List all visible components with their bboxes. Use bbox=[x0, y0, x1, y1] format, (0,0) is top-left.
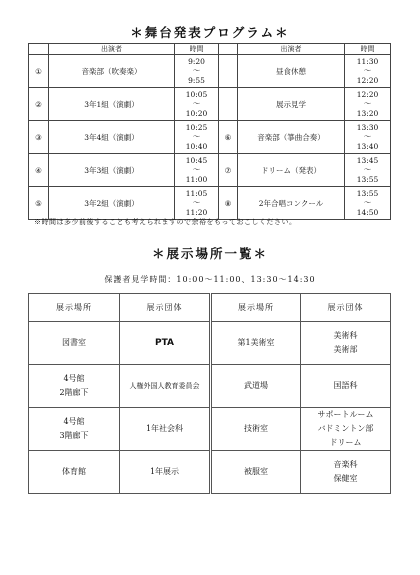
time-end: 12:20 bbox=[356, 75, 379, 85]
program-performer: 昼食休憩 bbox=[238, 55, 345, 88]
header-time-left: 時間 bbox=[175, 44, 219, 55]
time-end: 10:40 bbox=[185, 141, 208, 151]
exhibit-group-line: 美術部 bbox=[333, 345, 358, 354]
program-row bbox=[29, 55, 391, 88]
exhibit-place bbox=[29, 365, 120, 408]
exhibit-place-line: 4号館 bbox=[63, 374, 85, 383]
time-start: 10:25 bbox=[185, 122, 208, 132]
program-row bbox=[29, 187, 391, 220]
time-start: 10:05 bbox=[185, 89, 208, 99]
time-end: 9:55 bbox=[188, 75, 205, 85]
program-performer: 3年4組（演劇） bbox=[49, 121, 175, 154]
exhibit-group bbox=[301, 451, 391, 494]
header-performer-right: 出演者 bbox=[238, 44, 345, 55]
time-start: 11:30 bbox=[356, 56, 379, 66]
exhibit-row bbox=[29, 365, 391, 408]
program-performer: 展示見学 bbox=[238, 88, 345, 121]
exhibit-group bbox=[120, 365, 211, 408]
exhibit-group-line: サポートルーム bbox=[317, 410, 374, 419]
exhibit-place bbox=[211, 322, 301, 365]
exhibit-row bbox=[29, 451, 391, 494]
exhibit-group bbox=[301, 408, 391, 451]
exhibit-group bbox=[120, 408, 211, 451]
program-row bbox=[29, 154, 391, 187]
exhibit-group-line: 保健室 bbox=[333, 474, 358, 483]
exhibit-table bbox=[28, 293, 391, 494]
header-performer-left: 出演者 bbox=[49, 44, 175, 55]
exhibit-title: ＊展示場所一覧＊ bbox=[151, 246, 268, 261]
time-start: 10:45 bbox=[185, 155, 208, 165]
exhibit-group-line: ドリーム bbox=[329, 438, 362, 447]
exhibit-row bbox=[29, 322, 391, 365]
exhibit-place-line: 技術室 bbox=[244, 424, 268, 433]
exhibit-group bbox=[120, 322, 211, 365]
exhibit-place bbox=[29, 451, 120, 494]
program-time bbox=[345, 187, 391, 220]
program-performer: 音楽部（吹奏楽） bbox=[49, 55, 175, 88]
program-num: ⑦ bbox=[219, 154, 238, 187]
time-end: 13:40 bbox=[356, 141, 379, 151]
time-end: 13:55 bbox=[356, 174, 379, 184]
program-time bbox=[175, 121, 219, 154]
exhibit-place-line: 4号館 bbox=[63, 417, 85, 426]
header-num-left bbox=[29, 44, 49, 55]
header-place-right: 展示場所 bbox=[211, 294, 301, 322]
time-note: ※時間は多少前後することも考えられますので余裕をもっておこしください。 bbox=[34, 218, 297, 226]
program-time bbox=[175, 154, 219, 187]
exhibit-place bbox=[211, 408, 301, 451]
exhibit-place-line: 体育館 bbox=[62, 467, 86, 476]
program-row bbox=[29, 88, 391, 121]
program-time bbox=[345, 55, 391, 88]
program-time bbox=[345, 121, 391, 154]
exhibit-group-line: 音楽科 bbox=[333, 460, 358, 469]
exhibit-place bbox=[211, 451, 301, 494]
exhibit-group-line: 1年社会科 bbox=[145, 424, 184, 433]
time-tilde: 〜 bbox=[363, 165, 372, 175]
program-num: ② bbox=[29, 88, 49, 121]
header-time-right: 時間 bbox=[345, 44, 391, 55]
exhibit-group-line: バドミントン部 bbox=[317, 424, 374, 433]
time-start: 12:20 bbox=[356, 89, 379, 99]
program-row bbox=[29, 121, 391, 154]
program-performer: ドリーム（発表） bbox=[238, 154, 345, 187]
program-performer: 音楽部（箏曲合奏） bbox=[238, 121, 345, 154]
time-start: 9:20 bbox=[188, 56, 205, 66]
program-num bbox=[219, 55, 238, 88]
program-title: ＊舞台発表プログラム＊ bbox=[130, 25, 290, 40]
time-end: 11:00 bbox=[185, 174, 208, 184]
program-performer: 2年合唱コンクール bbox=[238, 187, 345, 220]
program-num: ⑤ bbox=[29, 187, 49, 220]
time-tilde: 〜 bbox=[192, 66, 201, 76]
header-place-left: 展示場所 bbox=[29, 294, 120, 322]
time-end: 13:20 bbox=[356, 108, 379, 118]
time-start: 11:05 bbox=[185, 188, 208, 198]
time-tilde: 〜 bbox=[363, 198, 372, 208]
header-group-left: 展示団体 bbox=[120, 294, 211, 322]
exhibit-place-line: 武道場 bbox=[244, 381, 268, 390]
time-tilde: 〜 bbox=[192, 99, 201, 109]
program-table bbox=[28, 43, 391, 220]
program-performer: 3年2組（演劇） bbox=[49, 187, 175, 220]
program-num: ③ bbox=[29, 121, 49, 154]
program-time bbox=[345, 88, 391, 121]
program-num: ⑥ bbox=[219, 121, 238, 154]
exhibit-place-line: 第1美術室 bbox=[237, 338, 275, 347]
exhibit-group-line: 国語科 bbox=[333, 381, 358, 390]
program-performer: 3年3組（演劇） bbox=[49, 154, 175, 187]
time-tilde: 〜 bbox=[363, 132, 372, 142]
program-num: ⑧ bbox=[219, 187, 238, 220]
exhibit-place bbox=[211, 365, 301, 408]
program-num bbox=[219, 88, 238, 121]
exhibit-place-line: 図書室 bbox=[62, 338, 86, 347]
time-tilde: 〜 bbox=[192, 198, 201, 208]
program-performer: 3年1組（演劇） bbox=[49, 88, 175, 121]
time-tilde: 〜 bbox=[363, 66, 372, 76]
time-start: 13:30 bbox=[356, 122, 379, 132]
exhibit-group bbox=[120, 451, 211, 494]
exhibit-group-line: 美術科 bbox=[333, 331, 358, 340]
guardian-visit-time: 保護者見学時間：10:00〜11:00、13:30〜14:30 bbox=[104, 275, 316, 284]
time-end: 14:50 bbox=[356, 207, 379, 217]
program-num: ① bbox=[29, 55, 49, 88]
time-tilde: 〜 bbox=[363, 99, 372, 109]
exhibit-group-line: 1年展示 bbox=[149, 467, 180, 476]
program-time bbox=[345, 154, 391, 187]
program-time bbox=[175, 187, 219, 220]
exhibit-place-line: 被服室 bbox=[244, 467, 268, 476]
exhibit-header-row bbox=[29, 294, 391, 322]
exhibit-place bbox=[29, 322, 120, 365]
program-num: ④ bbox=[29, 154, 49, 187]
time-tilde: 〜 bbox=[192, 132, 201, 142]
exhibit-group-line: PTA bbox=[154, 338, 174, 348]
time-start: 13:45 bbox=[356, 155, 379, 165]
exhibit-place-line: 2階廊下 bbox=[59, 388, 89, 397]
program-time bbox=[175, 88, 219, 121]
time-start: 13:55 bbox=[356, 188, 379, 198]
header-group-right: 展示団体 bbox=[301, 294, 391, 322]
exhibit-group-line: 人権外国人教育委員会 bbox=[129, 382, 200, 390]
program-time bbox=[175, 55, 219, 88]
time-end: 11:20 bbox=[185, 207, 208, 217]
time-tilde: 〜 bbox=[192, 165, 201, 175]
exhibit-group bbox=[301, 365, 391, 408]
exhibit-place-line: 3階廊下 bbox=[59, 431, 89, 440]
program-header-row bbox=[29, 44, 391, 55]
exhibit-row bbox=[29, 408, 391, 451]
exhibit-group bbox=[301, 322, 391, 365]
header-num-right bbox=[219, 44, 238, 55]
exhibit-place bbox=[29, 408, 120, 451]
time-end: 10:20 bbox=[185, 108, 208, 118]
